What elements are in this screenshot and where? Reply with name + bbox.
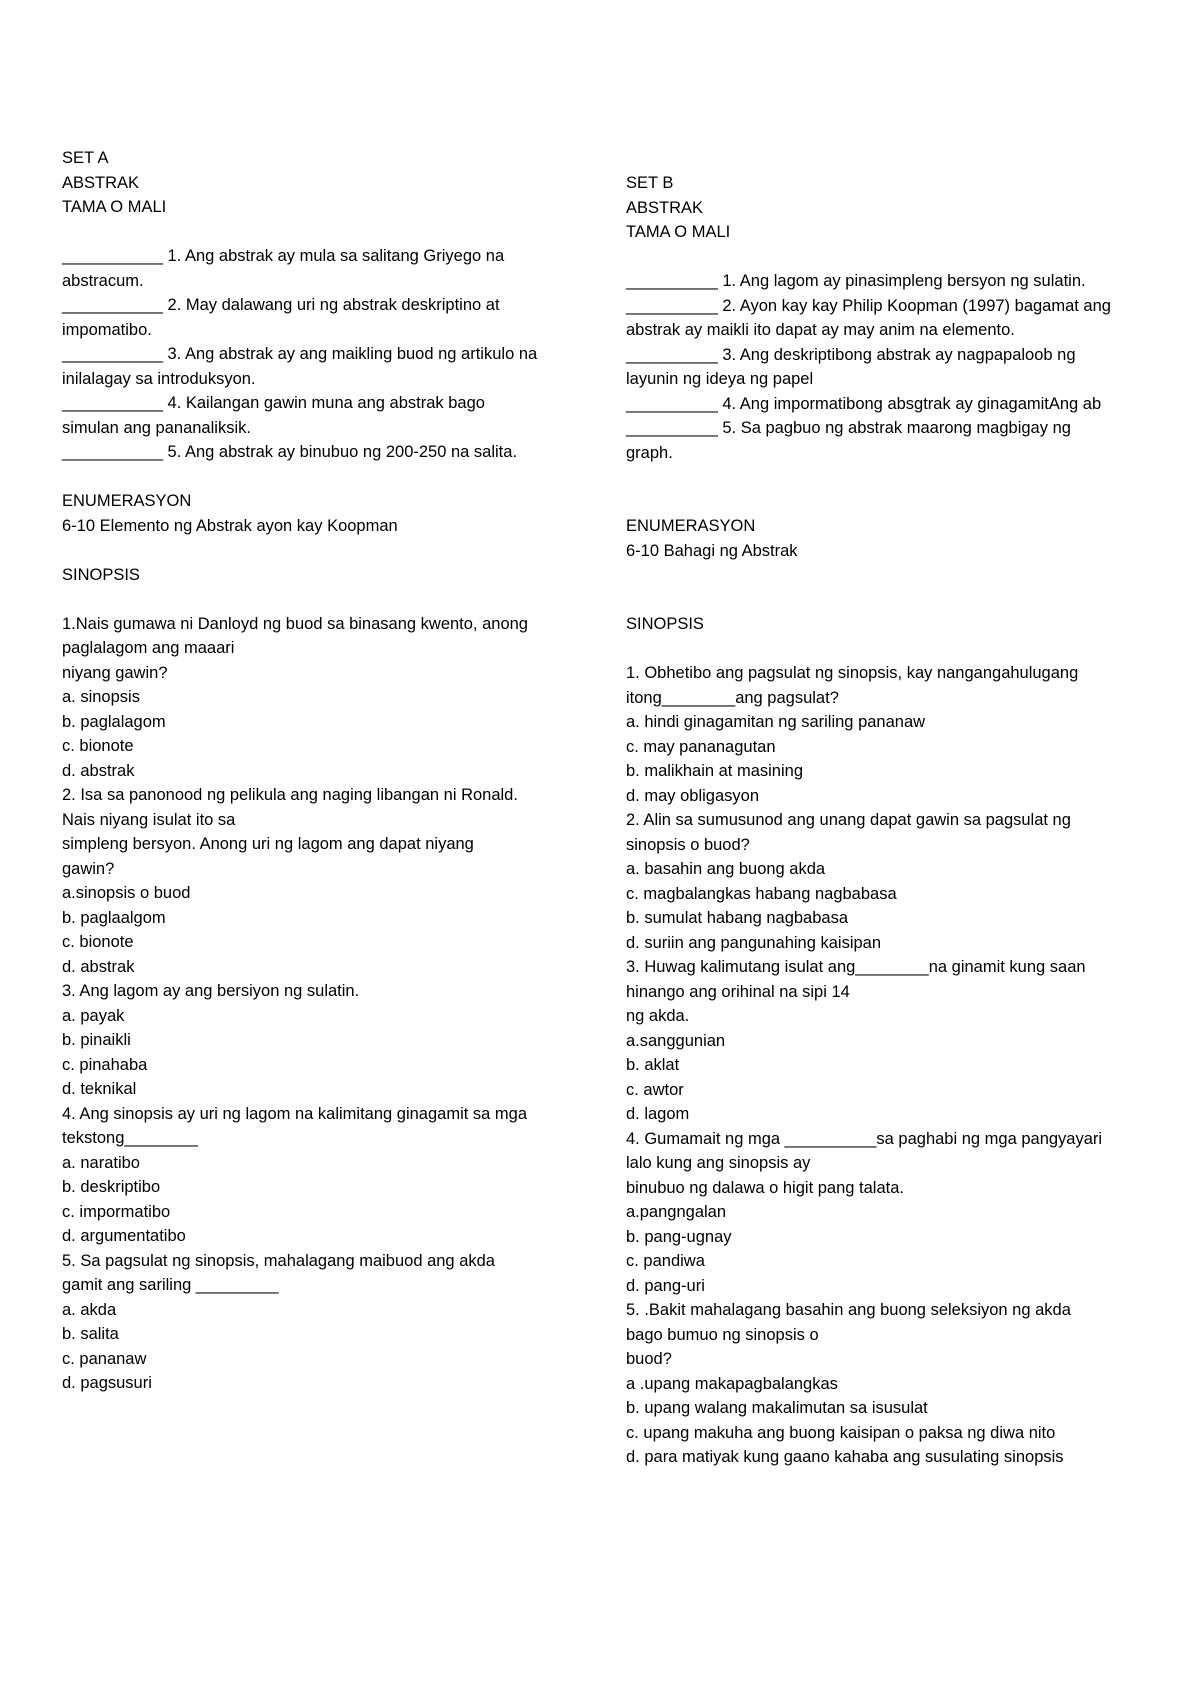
blank-line — [626, 588, 1171, 613]
sinopsis-question-line: sinopsis o buod? — [626, 835, 750, 854]
sinopsis-question-line: a.sanggunian — [626, 1031, 726, 1050]
true-false-item-line: ___________ 3. Ang abstrak ay ang maikling buod ng artikulo na — [62, 345, 538, 363]
sinopsis-question-line: b. malikhain at masining — [626, 762, 804, 780]
blank-line — [626, 245, 1171, 270]
sinopsis-question-line: 2. Alin sa sumusunod ang unang dapat gawin sa pagsulat ng — [626, 811, 1071, 829]
sinopsis-question-line: c. awtor — [626, 1080, 684, 1099]
sinopsis-question-line: tekstong________ — [62, 1129, 198, 1147]
sinopsis-question-line: a. akda — [62, 1300, 117, 1319]
sinopsis-question-line: b. paglaalgom — [62, 908, 166, 927]
sinopsis-question-line: d. suriin ang pangunahing kaisipan — [626, 933, 882, 952]
true-false-item-line: __________ 3. Ang deskriptibong abstrak ay nagpapaloob ng — [626, 345, 1076, 364]
blank-line — [626, 637, 1171, 662]
true-false-item-line: abstracum. — [62, 271, 144, 290]
section-heading: SET B — [626, 174, 674, 192]
sinopsis-question-line: 3. Ang lagom ay ang bersiyon ng sulatin. — [62, 982, 360, 1000]
blank-line — [626, 563, 1171, 588]
sinopsis-question-line: d. teknikal — [62, 1080, 137, 1098]
enumeration-item: 6-10 Elemento ng Abstrak ayon kay Koopman — [62, 516, 398, 535]
sinopsis-question-line: 4. Gumamait ng mga __________sa paghabi ng mga pangyayari — [626, 1129, 1103, 1148]
sinopsis-question-line: b. salita — [62, 1325, 119, 1343]
sinopsis-question-line: 1.Nais gumawa ni Danloyd ng buod sa binasang kwento, anong — [62, 614, 528, 633]
sinopsis-question-line: buod? — [626, 1350, 672, 1368]
sinopsis-heading: SINOPSIS — [62, 565, 140, 584]
sinopsis-question-line: Nais niyang isulat ito sa — [62, 810, 236, 829]
blank-line — [62, 587, 592, 612]
true-false-item-line: impomatibo. — [62, 320, 152, 339]
sinopsis-question-line: c. bionote — [62, 933, 134, 951]
blank-line — [62, 465, 592, 490]
blank-line — [62, 220, 592, 245]
sinopsis-question-line: b. upang walang makalimutan sa isusulat — [626, 1399, 928, 1417]
sinopsis-question-line: b. deskriptibo — [62, 1178, 161, 1196]
set-a-column — [62, 146, 592, 1396]
true-false-item-line: ___________ 1. Ang abstrak ay mula sa salitang Griyego na — [62, 247, 505, 265]
sinopsis-question-line: c. pandiwa — [626, 1252, 705, 1270]
sinopsis-question-line: d. pang-uri — [626, 1276, 705, 1295]
blank-line — [626, 465, 1171, 490]
section-heading: SET A — [62, 149, 109, 167]
sinopsis-question-line: 1. Obhetibo ang pagsulat ng sinopsis, kay nangangahulugang — [626, 664, 1079, 682]
sinopsis-question-line: a. sinopsis — [62, 688, 140, 706]
sinopsis-question-line: c. bionote — [62, 737, 134, 755]
true-false-item-line: ___________ 4. Kailangan gawin muna ang abstrak bago — [62, 394, 485, 412]
sinopsis-question-line: c. magbalangkas habang nagbabasa — [626, 884, 897, 903]
sinopsis-question-line: binubuo ng dalawa o higit pang talata. — [626, 1178, 904, 1197]
true-false-item-line: ___________ 2. May dalawang uri ng abstrak deskriptino at — [62, 296, 500, 314]
sinopsis-question-line: c. may pananagutan — [626, 737, 776, 756]
sinopsis-question-line: 2. Isa sa panonood ng pelikula ang naging libangan ni Ronald. — [62, 786, 518, 804]
true-false-item-line: graph. — [626, 443, 673, 462]
true-false-item-line: __________ 5. Sa pagbuo ng abstrak maarong magbigay ng — [626, 419, 1071, 437]
section-heading: TAMA O MALI — [626, 223, 731, 241]
sinopsis-question-line: itong________ang pagsulat? — [626, 688, 839, 707]
sinopsis-question-line: c. pinahaba — [62, 1055, 148, 1074]
sinopsis-question-line: gawin? — [62, 859, 115, 878]
sinopsis-question-line: b. pang-ugnay — [626, 1227, 732, 1246]
true-false-item-line: ___________ 5. Ang abstrak ay binubuo ng 200-250 na salita. — [62, 443, 518, 461]
true-false-item-line: simulan ang pananaliksik. — [62, 418, 251, 437]
sinopsis-question-line: simpleng bersyon. Anong uri ng lagom ang dapat niyang — [62, 835, 474, 853]
sinopsis-question-line: bago bumuo ng sinopsis o — [626, 1325, 819, 1344]
sinopsis-question-line: 5. .Bakit mahalagang basahin ang buong seleksiyon ng akda — [626, 1301, 1071, 1319]
sinopsis-question-line: ng akda. — [626, 1007, 690, 1025]
sinopsis-question-line: a .upang makapagbalangkas — [626, 1374, 838, 1393]
sinopsis-question-line: a.sinopsis o buod — [62, 884, 191, 902]
sinopsis-question-line: d. lagom — [626, 1105, 690, 1123]
sinopsis-question-line: b. paglalagom — [62, 712, 166, 731]
sinopsis-question-line: d. para matiyak kung gaano kahaba ang susulating sinopsis — [626, 1448, 1064, 1466]
sinopsis-question-line: b. pinaikli — [62, 1031, 131, 1049]
enumeration-heading: ENUMERASYON — [62, 492, 192, 510]
blank-line — [626, 490, 1171, 515]
sinopsis-question-line: d. argumentatibo — [62, 1227, 186, 1245]
sinopsis-question-line: a. payak — [62, 1006, 125, 1025]
sinopsis-question-line: gamit ang sariling _________ — [62, 1276, 279, 1294]
blank-line — [62, 538, 592, 563]
sinopsis-question-line: a. hindi ginagamitan ng sariling pananaw — [626, 713, 926, 731]
sinopsis-question-line: d. pagsusuri — [62, 1374, 152, 1392]
sinopsis-question-line: paglalagom ang maaari — [62, 639, 235, 657]
sinopsis-question-line: a.pangngalan — [626, 1203, 727, 1221]
sinopsis-question-line: d. may obligasyon — [626, 786, 759, 805]
sinopsis-question-line: 4. Ang sinopsis ay uri ng lagom na kalimitang ginagamit sa mga — [62, 1104, 528, 1123]
true-false-item-line: inilalagay sa introduksyon. — [62, 369, 256, 388]
sinopsis-question-line: d. abstrak — [62, 957, 135, 976]
true-false-item-line: layunin ng ideya ng papel — [626, 370, 814, 388]
true-false-item-line: __________ 4. Ang impormatibong absgtrak ay ginagamitAng ab — [626, 394, 1102, 413]
section-heading: ABSTRAK — [626, 198, 704, 217]
section-heading: TAMA O MALI — [62, 198, 167, 216]
true-false-item-line: __________ 1. Ang lagom ay pinasimpleng bersyon ng sulatin. — [626, 272, 1086, 290]
enumeration-item: 6-10 Bahagi ng Abstrak — [626, 541, 798, 560]
sinopsis-question-line: b. aklat — [626, 1056, 680, 1074]
sinopsis-question-line: c. upang makuha ang buong kaisipan o paksa ng diwa nito — [626, 1423, 1056, 1442]
true-false-item-line: __________ 2. Ayon kay kay Philip Koopman (1997) bagamat ang — [626, 296, 1111, 315]
sinopsis-question-line: c. pananaw — [62, 1349, 147, 1368]
set-b-column — [626, 171, 1171, 1470]
sinopsis-question-line: d. abstrak — [62, 761, 135, 780]
sinopsis-question-line: 5. Sa pagsulat ng sinopsis, mahalagang maibuod ang akda — [62, 1251, 495, 1270]
true-false-item-line: abstrak ay maikli ito dapat ay may anim na elemento. — [626, 321, 1015, 339]
sinopsis-heading: SINOPSIS — [626, 615, 704, 633]
sinopsis-question-line: a. basahin ang buong akda — [626, 860, 826, 878]
sinopsis-question-line: c. impormatibo — [62, 1202, 171, 1221]
sinopsis-question-line: lalo kung ang sinopsis ay — [626, 1154, 811, 1172]
sinopsis-question-line: hinango ang orihinal na sipi 14 — [626, 982, 850, 1001]
enumeration-heading: ENUMERASYON — [626, 517, 756, 535]
sinopsis-question-line: 3. Huwag kalimutang isulat ang________na ginamit kung saan — [626, 958, 1086, 976]
sinopsis-question-line: niyang gawin? — [62, 663, 168, 682]
sinopsis-question-line: a. naratibo — [62, 1153, 140, 1172]
section-heading: ABSTRAK — [62, 173, 140, 192]
sinopsis-question-line: b. sumulat habang nagbabasa — [626, 909, 849, 927]
